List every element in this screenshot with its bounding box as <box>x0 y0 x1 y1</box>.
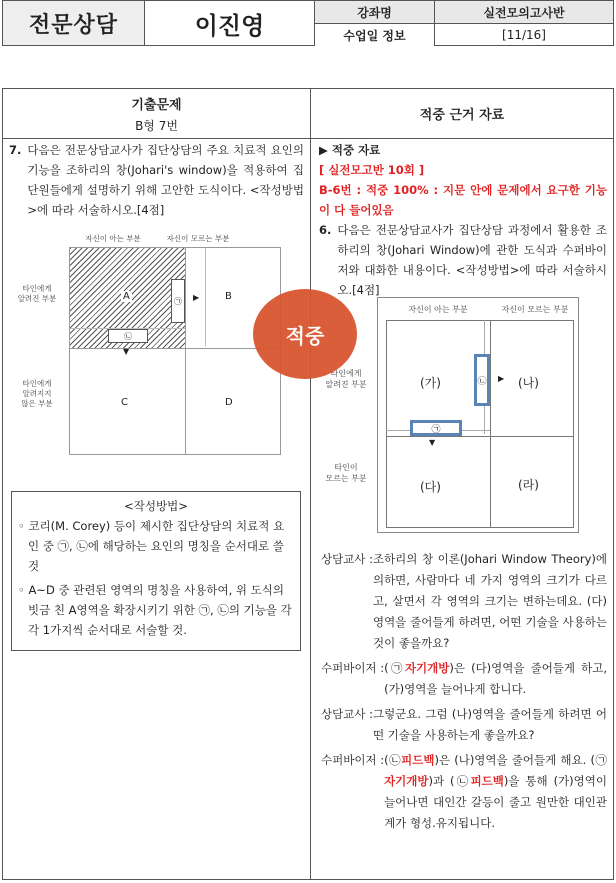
r-label-others-unknown: 타인이 모르는 부분 <box>325 463 367 483</box>
area-da: (다) <box>420 480 441 494</box>
grid-vline <box>185 248 186 454</box>
evidence-question-number: 6. <box>319 223 332 237</box>
evidence-column <box>311 89 613 879</box>
evidence-label: ▶ 적중 자료 <box>319 143 381 157</box>
area-a: A <box>123 291 130 302</box>
label-self-known: 자신이 아는 부분 <box>85 234 141 243</box>
hit-stamp: 적중 <box>253 289 357 379</box>
keyword-feedback: 피드백 <box>401 753 435 767</box>
grid-vline-2 <box>205 248 206 346</box>
evidence-source: [ 실전모고반 10회 ] <box>319 163 425 177</box>
r-label-others-known: 타인에게 알려진 부분 <box>325 369 367 389</box>
dialogue <box>321 549 607 834</box>
johari-diagram-right <box>325 297 579 533</box>
r-arrow-right-icon: ▶ <box>498 374 505 383</box>
speaker-supervisor: 수퍼바이저 : <box>321 661 385 675</box>
teacher-name: 이진영 <box>145 1 315 45</box>
dialog-text-3: 그렇군요. 그럼 (나)영역을 줄어들게 하려면 어떤 기술을 사용하는게 좋을까요? <box>372 707 607 742</box>
arrow-down-icon: ▼ <box>123 347 130 356</box>
marker-m2: ㉡ <box>108 329 148 343</box>
dialog-line-4 <box>321 750 607 834</box>
right-column-header <box>311 89 613 139</box>
r-arrow-down-icon: ▼ <box>429 438 436 447</box>
method-item-2: ◦ A~D 중 관련된 영역의 명칭을 사용하여, 위 도식의 빗금 친 A영역을 확장시키기 위한 ㉠, ㉡의 기능을 각각 1가지씩 순서대로 서술할 것. <box>18 583 292 637</box>
header-bar <box>2 0 614 46</box>
method-item-1: ◦ 코리(M. Corey) 등이 제시한 집단상담의 치료적 요인 중 ㉠, ㉡에 해당하는 요인의 명칭을 순서대로 쓸 것 <box>18 519 285 573</box>
method-title: <작성방법> <box>124 499 188 513</box>
area-ga: (가) <box>420 376 441 390</box>
question-number: 7. <box>9 143 22 157</box>
evidence-note: B-6번 : 적중 100% : 지문 안에 문제에서 요구한 기능이 다 들어있음 <box>319 183 607 217</box>
exam-question-column <box>3 89 311 879</box>
subject-title: 전문상담 <box>3 1 145 45</box>
dialog-line-2 <box>321 658 607 700</box>
left-head-title: 기출문제 <box>131 97 182 113</box>
info-value: [11/16] <box>502 28 546 42</box>
dialog-text-4: (㉡피드백)은 (나)영역을 줄어들게 해요. (㉠자기개방)과 (㉡피드백)을 통해 (가)영역이 늘어나면 대인간 갈등이 줄고 원만한 대인관계가 형성.유지됩니다. <box>384 753 607 830</box>
dialog-line-1 <box>321 549 607 654</box>
dialog-line-3 <box>321 704 607 746</box>
evidence-question <box>319 220 607 300</box>
area-b: B <box>225 291 232 302</box>
label-others-known: 타인에게 알려진 부분 <box>17 284 57 303</box>
speaker-counselor-2: 상담교사 : <box>321 707 373 721</box>
speaker-counselor: 상담교사 : <box>321 552 373 566</box>
comparison-table <box>2 88 614 880</box>
area-na: (나) <box>518 376 539 390</box>
r-marker-m2: ㉠ <box>410 420 462 436</box>
course-value: 실전모의고사반 <box>435 1 613 24</box>
label-self-unknown: 자신이 모르는 부분 <box>166 234 230 243</box>
arrow-right-icon: ▶ <box>193 293 200 302</box>
label-others-unknown: 타인에게 알려지지 않은 부분 <box>21 379 53 408</box>
left-column-header <box>3 89 310 139</box>
writing-method-box <box>11 491 301 651</box>
left-head-sub: B형 7번 <box>135 118 178 133</box>
marker-m1: ㉠ <box>171 279 185 323</box>
grid-hline <box>70 348 280 349</box>
course-key: 강좌명 <box>315 1 435 24</box>
course-meta <box>315 1 613 45</box>
evidence-block <box>311 139 613 300</box>
keyword-self-disclosure: 자기개방 <box>404 661 450 675</box>
keyword-feedback-2: 피드백 <box>470 774 504 788</box>
r-label-self-known: 자신이 아는 부분 <box>408 305 468 314</box>
exam-question <box>3 139 310 220</box>
r-grid-hline <box>386 436 574 437</box>
info-key: 수업일 정보 <box>315 24 435 46</box>
r-marker-m1: ㉡ <box>474 354 490 406</box>
dialog-text-2: (㉠자기개방)은 (다)영역을 줄어들게 하고, (가)영역을 늘어나게 합니다. <box>384 661 607 696</box>
speaker-supervisor-2: 수퍼바이저 : <box>321 753 385 767</box>
area-c: C <box>121 397 128 408</box>
evidence-question-text: 다음은 전문상담교사가 집단상담 과정에서 활용한 조하리의 창(Johari Window)에 관한 도식과 수퍼바이저와 대화한 내용이다. <작성방법>에 따라 서술하시오.[4점] <box>337 223 607 297</box>
right-head-title: 적중 근거 자료 <box>419 108 505 123</box>
area-d: D <box>225 397 233 408</box>
r-label-self-unknown: 자신이 모르는 부분 <box>501 305 569 314</box>
dialog-text-1: 조하리의 창 이론(Johari Window Theory)에 의하면, 사람마다 네 가지 영역의 크기가 다르고, 살면서 각 영역의 크기는 변하는데요. (다)영역을 줄어들게 하려면, 어떤 기술을 사용하는 것이 좋을까요? <box>372 552 607 650</box>
r-grid-vline <box>490 320 491 528</box>
area-ra: (라) <box>518 478 539 492</box>
keyword-self-disclosure-2: 자기개방 <box>384 774 429 788</box>
question-text: 다음은 전문상담교사가 집단상담의 주요 치료적 요인의 기능을 조하리의 창(Johari's window)을 적용하여 집단원들에게 설명하기 위해 고안한 도식이다. <작성방법>에 따라 서술하시오.[4점] <box>27 143 304 217</box>
